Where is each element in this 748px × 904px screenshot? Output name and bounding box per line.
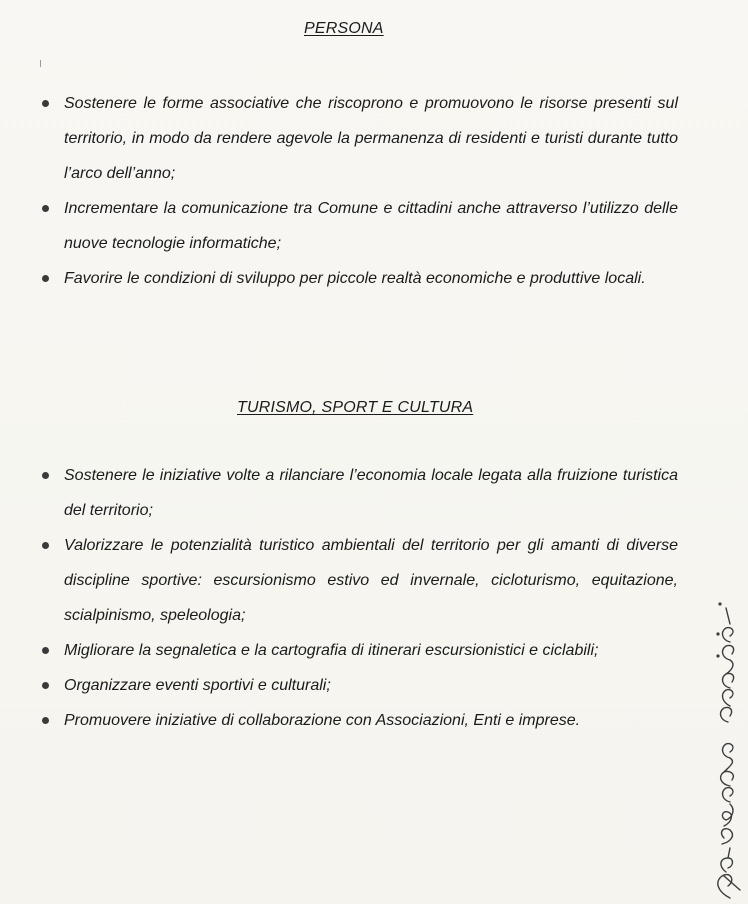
list-item-text: Organizzare eventi sportivi e culturali; [64,677,331,694]
bullet-icon [42,205,49,212]
handwritten-signature [700,590,748,904]
list-item-text: Migliorare la segnaletica e la cartografia di itinerari escursionistici e ciclabili; [64,642,599,659]
bullet-icon [42,275,49,282]
list-item-text: Incrementare la comunicazione tra Comune e cittadini anche attraverso l’utilizzo delle nuove tecnologie informatiche; [64,200,678,252]
bullet-icon [42,472,49,479]
list-item [38,191,678,261]
list-item-text: Sostenere le forme associative che riscoprono e promuovono le risorse presenti sul territorio, in modo da rendere agevole la permanenza di residenti e turisti durante tutto l’arco dell’anno; [64,95,678,182]
list-item [38,458,678,528]
section-heading-persona: PERSONA [304,20,384,37]
bullet-icon [42,682,49,689]
section-heading-turismo: TURISMO, SPORT E CULTURA [237,399,474,416]
list-item-text: Promuovere iniziative di collaborazione con Associazioni, Enti e imprese. [64,712,581,729]
list-item [38,633,678,668]
list-item-text: Valorizzare le potenzialità turistico ambientali del territorio per gli amanti di diverse discipline sportive: escursionismo estivo ed invernale, cicloturismo, equitazione, scialpinismo, speleologia; [64,537,678,624]
list-item [38,261,678,296]
list-item [38,528,678,633]
list-item-text: Favorire le condizioni di sviluppo per piccole realtà economiche e produttive locali. [64,270,646,287]
bullet-icon [42,100,49,107]
bullet-icon [42,647,49,654]
bullet-icon [42,717,49,724]
stray-mark [40,60,41,67]
list-item [38,668,678,703]
list-item [38,703,678,738]
list-item [38,86,678,191]
turismo-list [38,458,678,738]
list-item-text: Sostenere le iniziative volte a rilanciare l’economia locale legata alla fruizione turistica del territorio; [64,467,678,519]
bullet-icon [42,542,49,549]
persona-list [38,86,678,296]
